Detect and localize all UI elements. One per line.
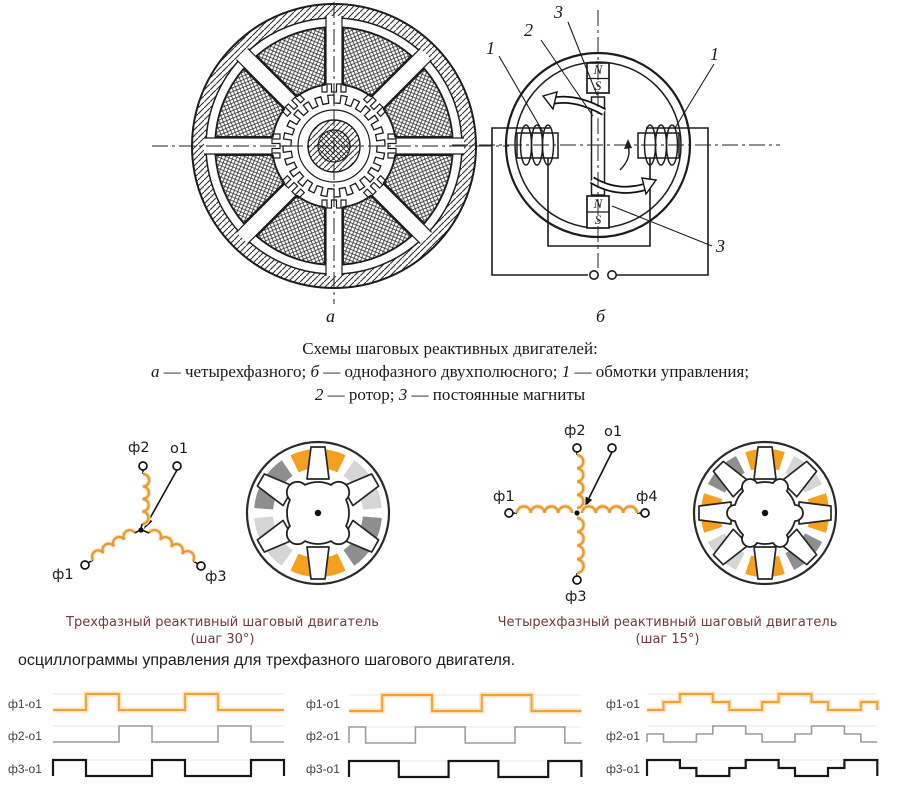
caption-text: — постоянные магниты bbox=[407, 385, 586, 404]
four-phase-motor-cross-section bbox=[152, 2, 509, 304]
terminal-circle bbox=[573, 576, 581, 584]
caption-title: Схемы шаговых реактивных двигателей: bbox=[302, 339, 598, 358]
waveform-ф3-о1 bbox=[647, 760, 877, 776]
caption-italic-1: 1 bbox=[561, 362, 571, 381]
caption-italic-a: а bbox=[150, 362, 160, 381]
stator-tooth bbox=[754, 547, 776, 579]
three-phase-caption-line2: (шаг 30°) bbox=[190, 632, 255, 647]
wave-label-g1-f1: ф1-о1 bbox=[8, 697, 42, 711]
caption-text: — четырехфазного; bbox=[159, 362, 311, 381]
stator-tooth bbox=[754, 447, 776, 479]
caption-italic-2: 2 bbox=[314, 385, 324, 404]
label-4ph-f4: ф4 bbox=[636, 489, 658, 505]
four-phase-caption-line1: Четырехфазный реактивный шаговый двигатель bbox=[497, 615, 838, 630]
shaft-dot bbox=[762, 510, 768, 516]
wave-label-g3-f1: ф1-о1 bbox=[606, 697, 640, 711]
label-3ph-f3: ф3 bbox=[205, 569, 227, 585]
waveform-ф2-о1 bbox=[53, 726, 284, 742]
terminal-right bbox=[608, 271, 616, 279]
oscillogram-group-fullstep bbox=[53, 694, 284, 776]
stator-tooth bbox=[307, 547, 329, 579]
waveform-ф2-о1 bbox=[647, 726, 877, 742]
star-point bbox=[138, 527, 143, 532]
phase-coil bbox=[149, 530, 194, 561]
direction-arrow bbox=[620, 146, 629, 170]
four-phase-caption-line2: (шаг 15°) bbox=[635, 632, 700, 647]
shaft-dot bbox=[315, 510, 321, 516]
callout-3-bottom: 3 bbox=[716, 236, 725, 256]
wave-label-g3-f2: ф2-о1 bbox=[606, 729, 640, 743]
caption-italic-b: б bbox=[310, 362, 320, 381]
star-point bbox=[574, 510, 579, 515]
terminal-circle bbox=[139, 462, 147, 470]
three-phase-caption-line1: Трехфазный реактивный шаговый двигатель bbox=[66, 615, 379, 630]
oscillogram-group-halfstep bbox=[349, 695, 581, 777]
magnet-bottom-n: N bbox=[593, 196, 603, 211]
caption-line3 bbox=[0, 383, 900, 406]
terminal-circle bbox=[173, 462, 181, 470]
three-phase-motor-section bbox=[247, 442, 389, 584]
four-phase-motor-section bbox=[694, 442, 836, 584]
terminal-circle bbox=[197, 562, 205, 570]
waveform-ф2-о1 bbox=[349, 727, 581, 743]
terminal-circle bbox=[641, 509, 649, 517]
callout-3-top: 3 bbox=[554, 2, 563, 22]
figure-label-a: а bbox=[326, 306, 335, 326]
wave-label-g1-f2: ф2-о1 bbox=[8, 729, 42, 743]
phase-coil bbox=[92, 530, 135, 560]
magnet-top-s: S bbox=[594, 78, 602, 93]
three-phase-caption bbox=[40, 614, 405, 648]
figure-caption bbox=[0, 337, 900, 406]
terminal-circle bbox=[573, 444, 581, 452]
caption-text: — обмотки управления; bbox=[570, 362, 750, 381]
oscillogram-group-staircase bbox=[647, 694, 877, 776]
stator-tooth bbox=[307, 447, 329, 479]
label-3ph-common: о1 bbox=[170, 441, 189, 457]
four-phase-caption bbox=[495, 614, 840, 648]
figure-label-b: б bbox=[596, 306, 606, 326]
wave-label-g2-f2: ф2-о1 bbox=[306, 729, 340, 743]
callout-1-right: 1 bbox=[710, 44, 719, 64]
callout-1-left: 1 bbox=[486, 38, 495, 58]
caption-text: — ротор; bbox=[323, 385, 399, 404]
magnet-bottom-s: S bbox=[594, 212, 602, 227]
wave-label-g2-f1: ф1-о1 bbox=[306, 697, 340, 711]
three-phase-winding-diagram bbox=[81, 462, 205, 570]
wave-label-g3-f3: ф3-о1 bbox=[606, 762, 640, 776]
magnet-top-n: N bbox=[593, 62, 603, 77]
wave-label-g1-f3: ф3-о1 bbox=[8, 762, 42, 776]
callout-leader bbox=[499, 56, 543, 132]
label-4ph-common: о1 bbox=[604, 424, 623, 440]
label-3ph-f2: ф2 bbox=[128, 440, 150, 456]
label-4ph-f2: ф2 bbox=[564, 423, 586, 439]
terminal-circle bbox=[608, 444, 616, 452]
waveform-ф3-о1 bbox=[349, 761, 581, 777]
terminal-circle bbox=[505, 509, 513, 517]
terminal-circle bbox=[81, 561, 89, 569]
caption-italic-3: 3 bbox=[398, 385, 408, 404]
label-4ph-f3: ф3 bbox=[565, 589, 587, 605]
waveform-ф3-о1 bbox=[53, 760, 284, 776]
callout-leader bbox=[675, 64, 714, 128]
single-phase-two-pole-motor-schematic bbox=[452, 10, 780, 279]
four-phase-winding-diagram bbox=[505, 444, 649, 584]
oscillograms-title: осциллограммы управления для трехфазного шагового двигателя. bbox=[18, 652, 516, 669]
terminal-left bbox=[590, 271, 598, 279]
caption-line2 bbox=[0, 360, 900, 383]
label-3ph-f1: ф1 bbox=[52, 567, 74, 583]
callout-2: 2 bbox=[524, 20, 533, 40]
caption-text: — однофазного двухполюсного; bbox=[319, 362, 562, 381]
wave-label-g2-f3: ф3-о1 bbox=[306, 762, 340, 776]
label-4ph-f1: ф1 bbox=[493, 489, 515, 505]
